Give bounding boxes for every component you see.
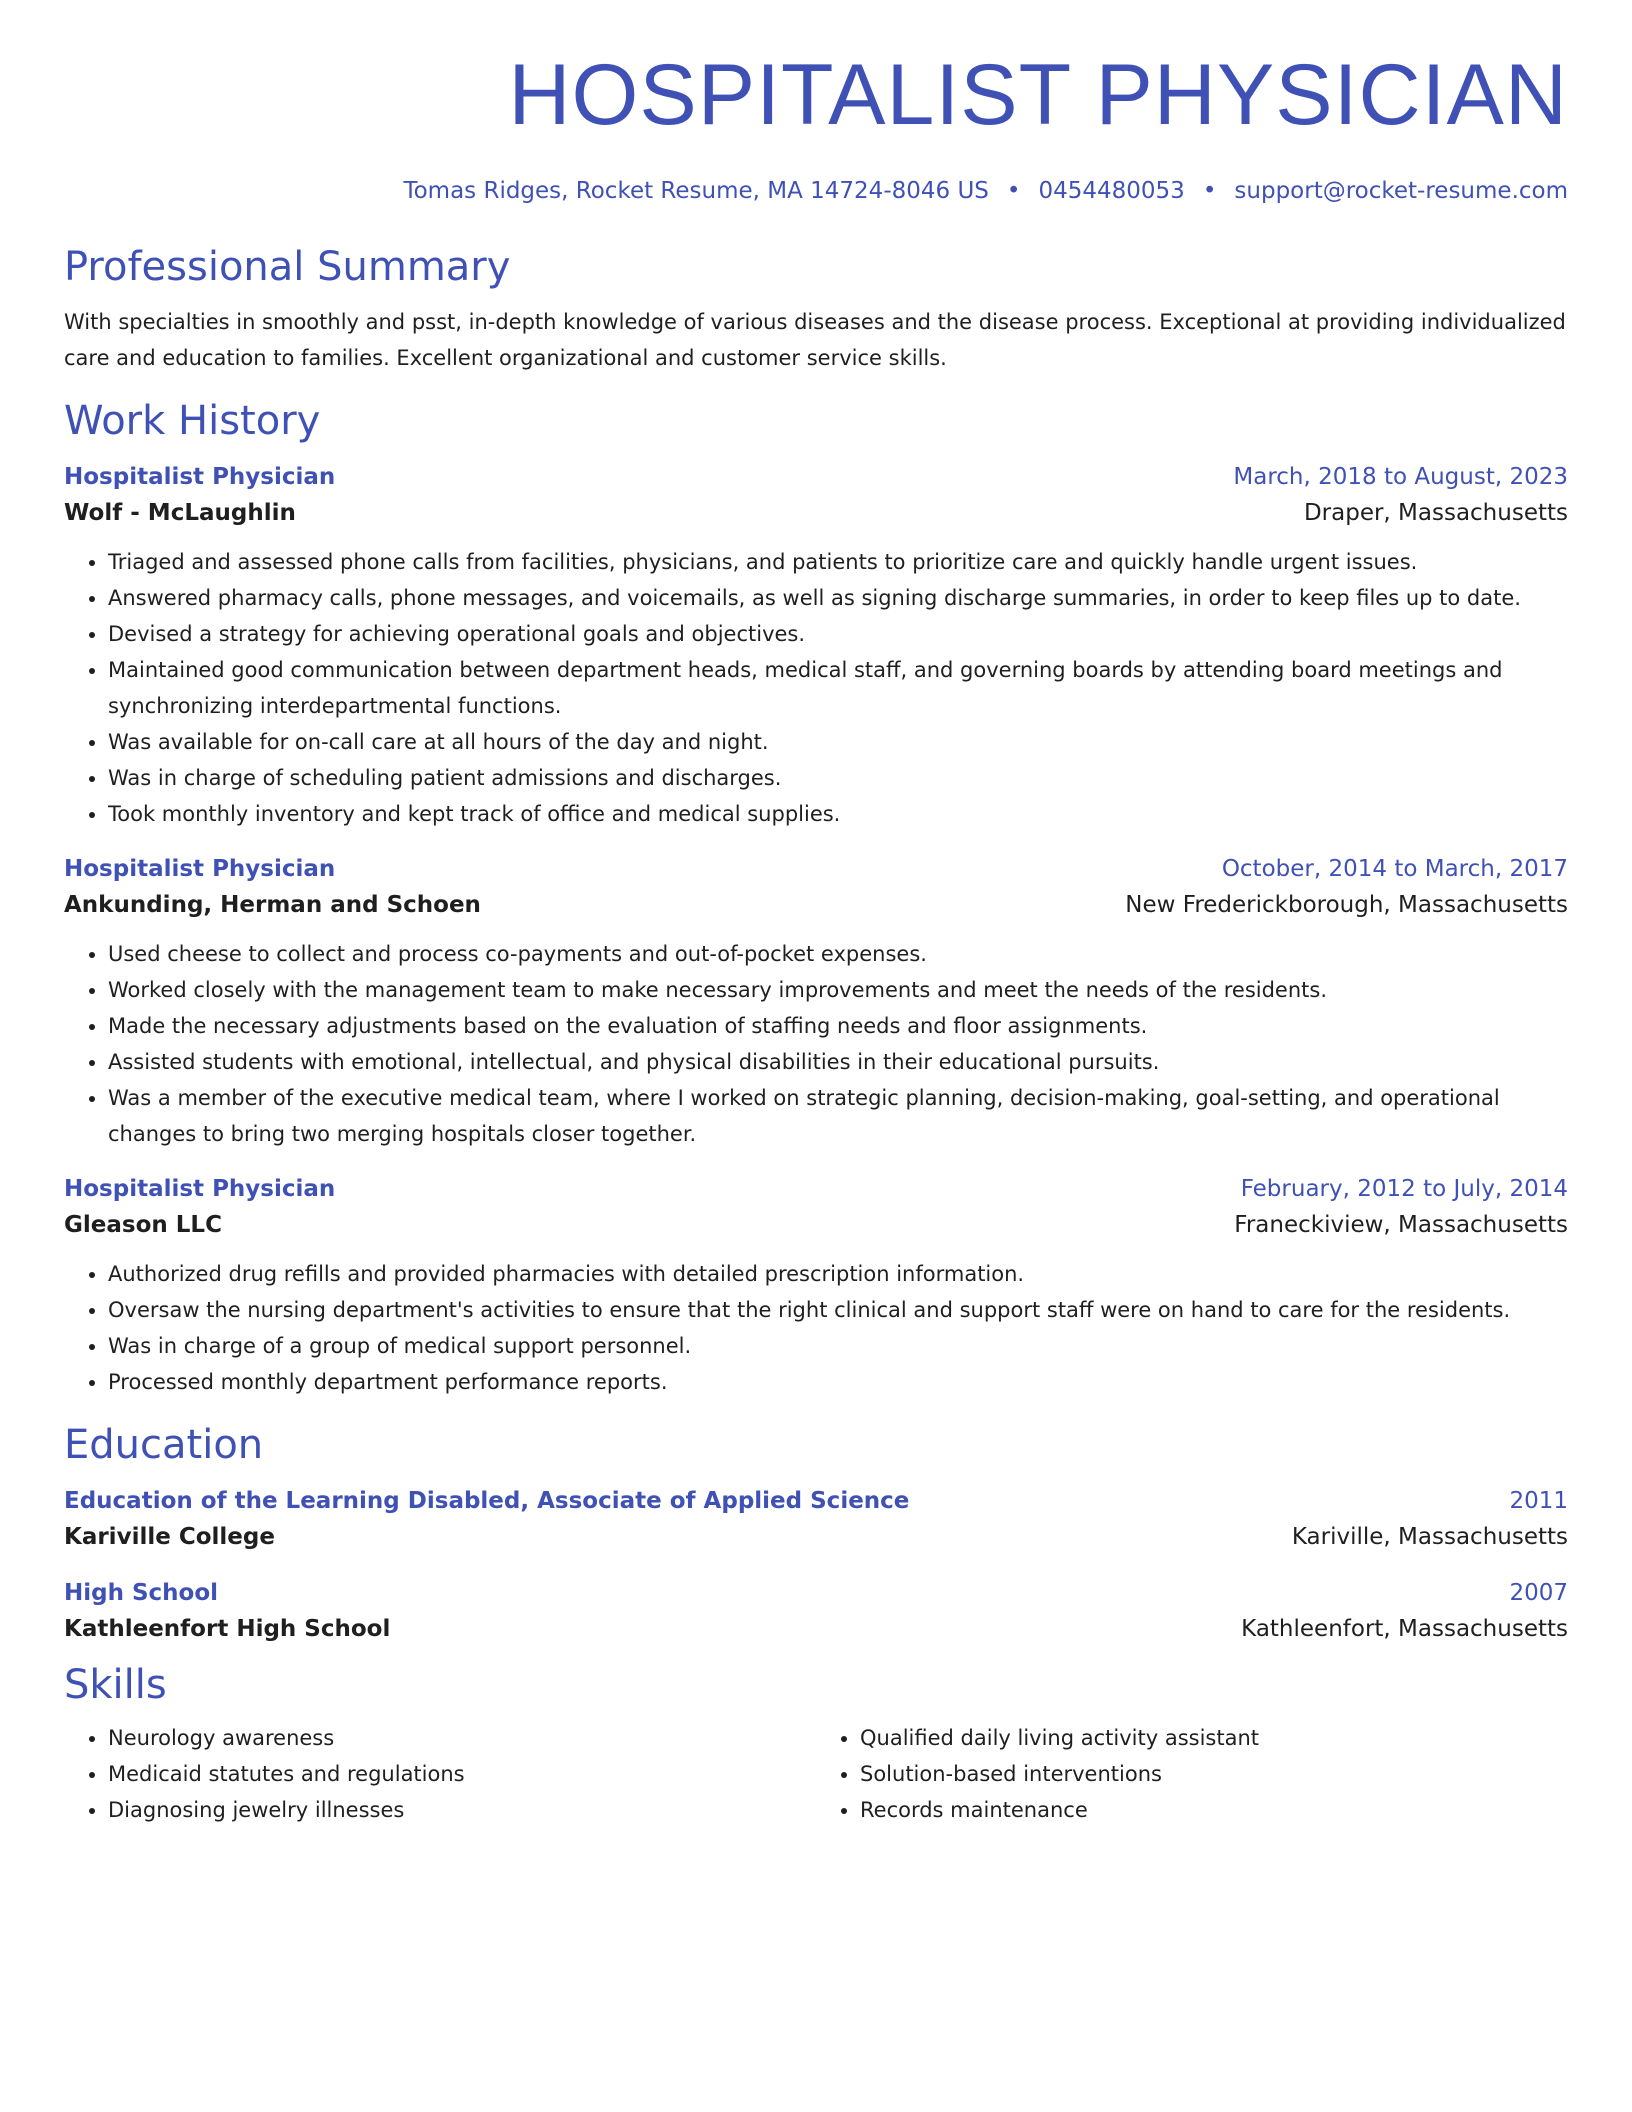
job-bullet: • Worked closely with the management team to make necessary improvements and meet the needs of the residents. bbox=[108, 972, 1568, 1008]
job-bullet: • Was in charge of a group of medical support personnel. bbox=[108, 1328, 1568, 1364]
skill-item: • Diagnosing jewelry illnesses bbox=[108, 1792, 816, 1828]
job-location: Franeckiview, Massachusetts bbox=[1234, 1212, 1568, 1238]
job-dates: February, 2012 to July, 2014 bbox=[1240, 1176, 1568, 1202]
education-degree: Education of the Learning Disabled, Associate of Applied Science bbox=[64, 1488, 910, 1514]
job-bullet: • Took monthly inventory and kept track of office and medical supplies. bbox=[108, 796, 1568, 832]
job-role: Hospitalist Physician bbox=[64, 464, 336, 490]
skills-heading: Skills bbox=[64, 1662, 167, 1708]
skills-columns bbox=[64, 1720, 1568, 1828]
job-company: Wolf - McLaughlin bbox=[64, 500, 296, 526]
job-bullet: • Processed monthly department performance reports. bbox=[108, 1364, 1568, 1400]
education-location: Kariville, Massachusetts bbox=[1291, 1524, 1568, 1550]
job-bullet: • Was in charge of scheduling patient admissions and discharges. bbox=[108, 760, 1568, 796]
education-school: Kariville College bbox=[64, 1524, 275, 1550]
job-dates: October, 2014 to March, 2017 bbox=[1221, 856, 1568, 882]
job-bullet: • Devised a strategy for achieving operational goals and objectives. bbox=[108, 616, 1568, 652]
skills-list-left bbox=[64, 1720, 816, 1828]
job-bullet: • Made the necessary adjustments based on the evaluation of staffing needs and floor assignments. bbox=[108, 1008, 1568, 1044]
education-year: 2011 bbox=[1509, 1488, 1568, 1514]
job-company: Ankunding, Herman and Schoen bbox=[64, 892, 481, 918]
job-bullets bbox=[64, 936, 1568, 1152]
job-bullet: • Was available for on-call care at all hours of the day and night. bbox=[108, 724, 1568, 760]
job-bullets bbox=[64, 1256, 1568, 1400]
job-bullet: • Maintained good communication between department heads, medical staff, and governing boards by attending board meetings and synchronizing interdepartmental functions. bbox=[108, 652, 1568, 724]
skill-item: • Records maintenance bbox=[860, 1792, 1568, 1828]
contact-line bbox=[64, 178, 1568, 204]
education-heading: Education bbox=[64, 1422, 264, 1468]
job-bullet: • Authorized drug refills and provided pharmacies with detailed prescription information. bbox=[108, 1256, 1568, 1292]
contact-separator: • bbox=[1006, 178, 1021, 204]
education-school: Kathleenfort High School bbox=[64, 1616, 391, 1642]
job-bullets bbox=[64, 544, 1568, 832]
job-location: Draper, Massachusetts bbox=[1303, 500, 1568, 526]
resume-name: HOSPITALIST PHYSICIAN bbox=[508, 47, 1568, 143]
job-entry bbox=[64, 464, 1568, 832]
job-company: Gleason LLC bbox=[64, 1212, 222, 1238]
education-degree: High School bbox=[64, 1580, 219, 1606]
job-role: Hospitalist Physician bbox=[64, 856, 336, 882]
job-entry bbox=[64, 856, 1568, 1152]
job-location: New Frederickborough, Massachusetts bbox=[1125, 892, 1568, 918]
job-role: Hospitalist Physician bbox=[64, 1176, 336, 1202]
education-location: Kathleenfort, Massachusetts bbox=[1241, 1616, 1568, 1642]
contact-email: support@rocket-resume.com bbox=[1234, 178, 1568, 204]
skill-item: • Qualified daily living activity assistant bbox=[860, 1720, 1568, 1756]
education-entry bbox=[64, 1580, 1568, 1642]
job-dates: March, 2018 to August, 2023 bbox=[1233, 464, 1568, 490]
job-bullet: • Answered pharmacy calls, phone messages, and voicemails, as well as signing discharge summaries, in order to keep files up to date. bbox=[108, 580, 1568, 616]
contact-phone: 0454480053 bbox=[1038, 178, 1185, 204]
resume-header bbox=[64, 0, 1568, 204]
skills-list-right bbox=[816, 1720, 1568, 1828]
summary-text: With specialties in smoothly and psst, in-depth knowledge of various diseases and the disease process. Exceptional at providing individualized care and education to families. Excellent organizational and customer service skills. bbox=[64, 310, 1566, 370]
skill-item: • Neurology awareness bbox=[108, 1720, 816, 1756]
job-bullet: • Was a member of the executive medical team, where I worked on strategic planning, decision-making, goal-setting, and operational changes to bring two merging hospitals closer together. bbox=[108, 1080, 1568, 1152]
contact-address: Tomas Ridges, Rocket Resume, MA 14724-8046 US bbox=[403, 178, 989, 204]
work-history-heading: Work History bbox=[64, 398, 321, 444]
job-bullet: • Triaged and assessed phone calls from facilities, physicians, and patients to prioritize care and quickly handle urgent issues. bbox=[108, 544, 1568, 580]
job-entry bbox=[64, 1176, 1568, 1400]
contact-separator: • bbox=[1202, 178, 1217, 204]
job-bullet: • Oversaw the nursing department's activities to ensure that the right clinical and support staff were on hand to care for the residents. bbox=[108, 1292, 1568, 1328]
education-entry bbox=[64, 1488, 1568, 1550]
job-bullet: • Used cheese to collect and process co-payments and out-of-pocket expenses. bbox=[108, 936, 1568, 972]
job-bullet: • Assisted students with emotional, intellectual, and physical disabilities in their educational pursuits. bbox=[108, 1044, 1568, 1080]
summary-heading: Professional Summary bbox=[64, 244, 511, 290]
skill-item: • Medicaid statutes and regulations bbox=[108, 1756, 816, 1792]
skill-item: • Solution-based interventions bbox=[860, 1756, 1568, 1792]
education-year: 2007 bbox=[1509, 1580, 1568, 1606]
